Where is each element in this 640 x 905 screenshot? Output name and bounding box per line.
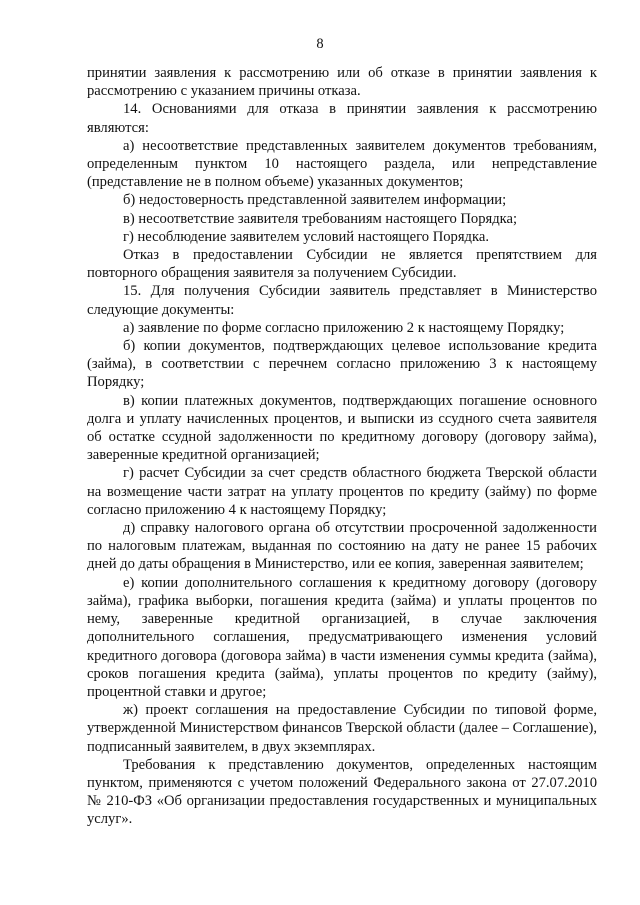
paragraph: Требования к представлению документов, определенных настоящим пунктом, применяются с учетом положений Федерального закона от 27.07.2010 № 210-ФЗ «Об организации предоставления государственных и муниципальных услуг». [87, 756, 597, 828]
paragraph: 15. Для получения Субсидии заявитель представляет в Министерство следующие документы: [87, 283, 597, 318]
paragraph: г) несоблюдение заявителем условий настоящего Порядка. [123, 228, 489, 245]
paragraph: а) заявление по форме согласно приложению 2 к настоящему Порядку; [123, 319, 565, 336]
paragraph: б) копии документов, подтверждающих целевое использование кредита (займа), в соответствии с перечнем согласно приложению 3 к настоящему Порядку; [87, 338, 597, 391]
page-number: 8 [316, 36, 324, 52]
paragraph: е) копии дополнительного соглашения к кредитному договору (договору займа), графика выборки, погашения кредита (займа) и уплаты процентов по нему, заверенные кредитной организацией, в случае заключения дополнительного соглашения, предусматривающего изменения условий кредитного договора (договора займа) в части изменения суммы кредита (займа), сроков погашения кредита (займа), уплаты процентов по кредиту (займу), процентной ставки и другое; [87, 574, 597, 700]
paragraph: 14. Основаниями для отказа в принятии заявления к рассмотрению являются: [87, 101, 597, 136]
paragraph: а) несоответствие представленных заявителем документов требованиям, определенным пунктом 10 настоящего раздела, или непредставление (представление не в полном объеме) указанных документов; [87, 137, 597, 191]
paragraph: б) недостоверность представленной заявителем информации; [123, 192, 507, 209]
paragraph: д) справку налогового органа об отсутствии просроченной задолженности по налоговым платежам, выданная по состоянию на дату не ранее 15 рабочих дней до даты обращения в Министерство, или ее копия, заверенная заявителем; [87, 520, 597, 573]
paragraph: г) расчет Субсидии за счет средств областного бюджета Тверской области на возмещение части затрат на уплату процентов по кредиту (займу) по форме согласно приложению 4 к настоящему Порядку; [87, 465, 597, 518]
paragraph: принятии заявления к рассмотрению или об отказе в принятии заявления к рассмотрению с указанием причины отказа. [87, 65, 597, 100]
paragraph: Отказ в предоставлении Субсидии не является препятствием для повторного обращения заявителя за получением Субсидии. [87, 247, 597, 282]
paragraph: ж) проект соглашения на предоставление Субсидии по типовой форме, утвержденной Министерством финансов Тверской области (далее – Соглашение), подписанный заявителем, в двух экземплярах. [87, 702, 597, 755]
document-body [87, 64, 597, 829]
paragraph: в) несоответствие заявителя требованиям настоящего Порядка; [123, 210, 518, 227]
paragraph: в) копии платежных документов, подтверждающих погашение основного долга и уплату начисленных процентов, и выписки из ссудного счета заявителя об остатке ссудной задолженности по кредитному договору (договору займа), заверенные кредитной организацией; [87, 392, 597, 464]
